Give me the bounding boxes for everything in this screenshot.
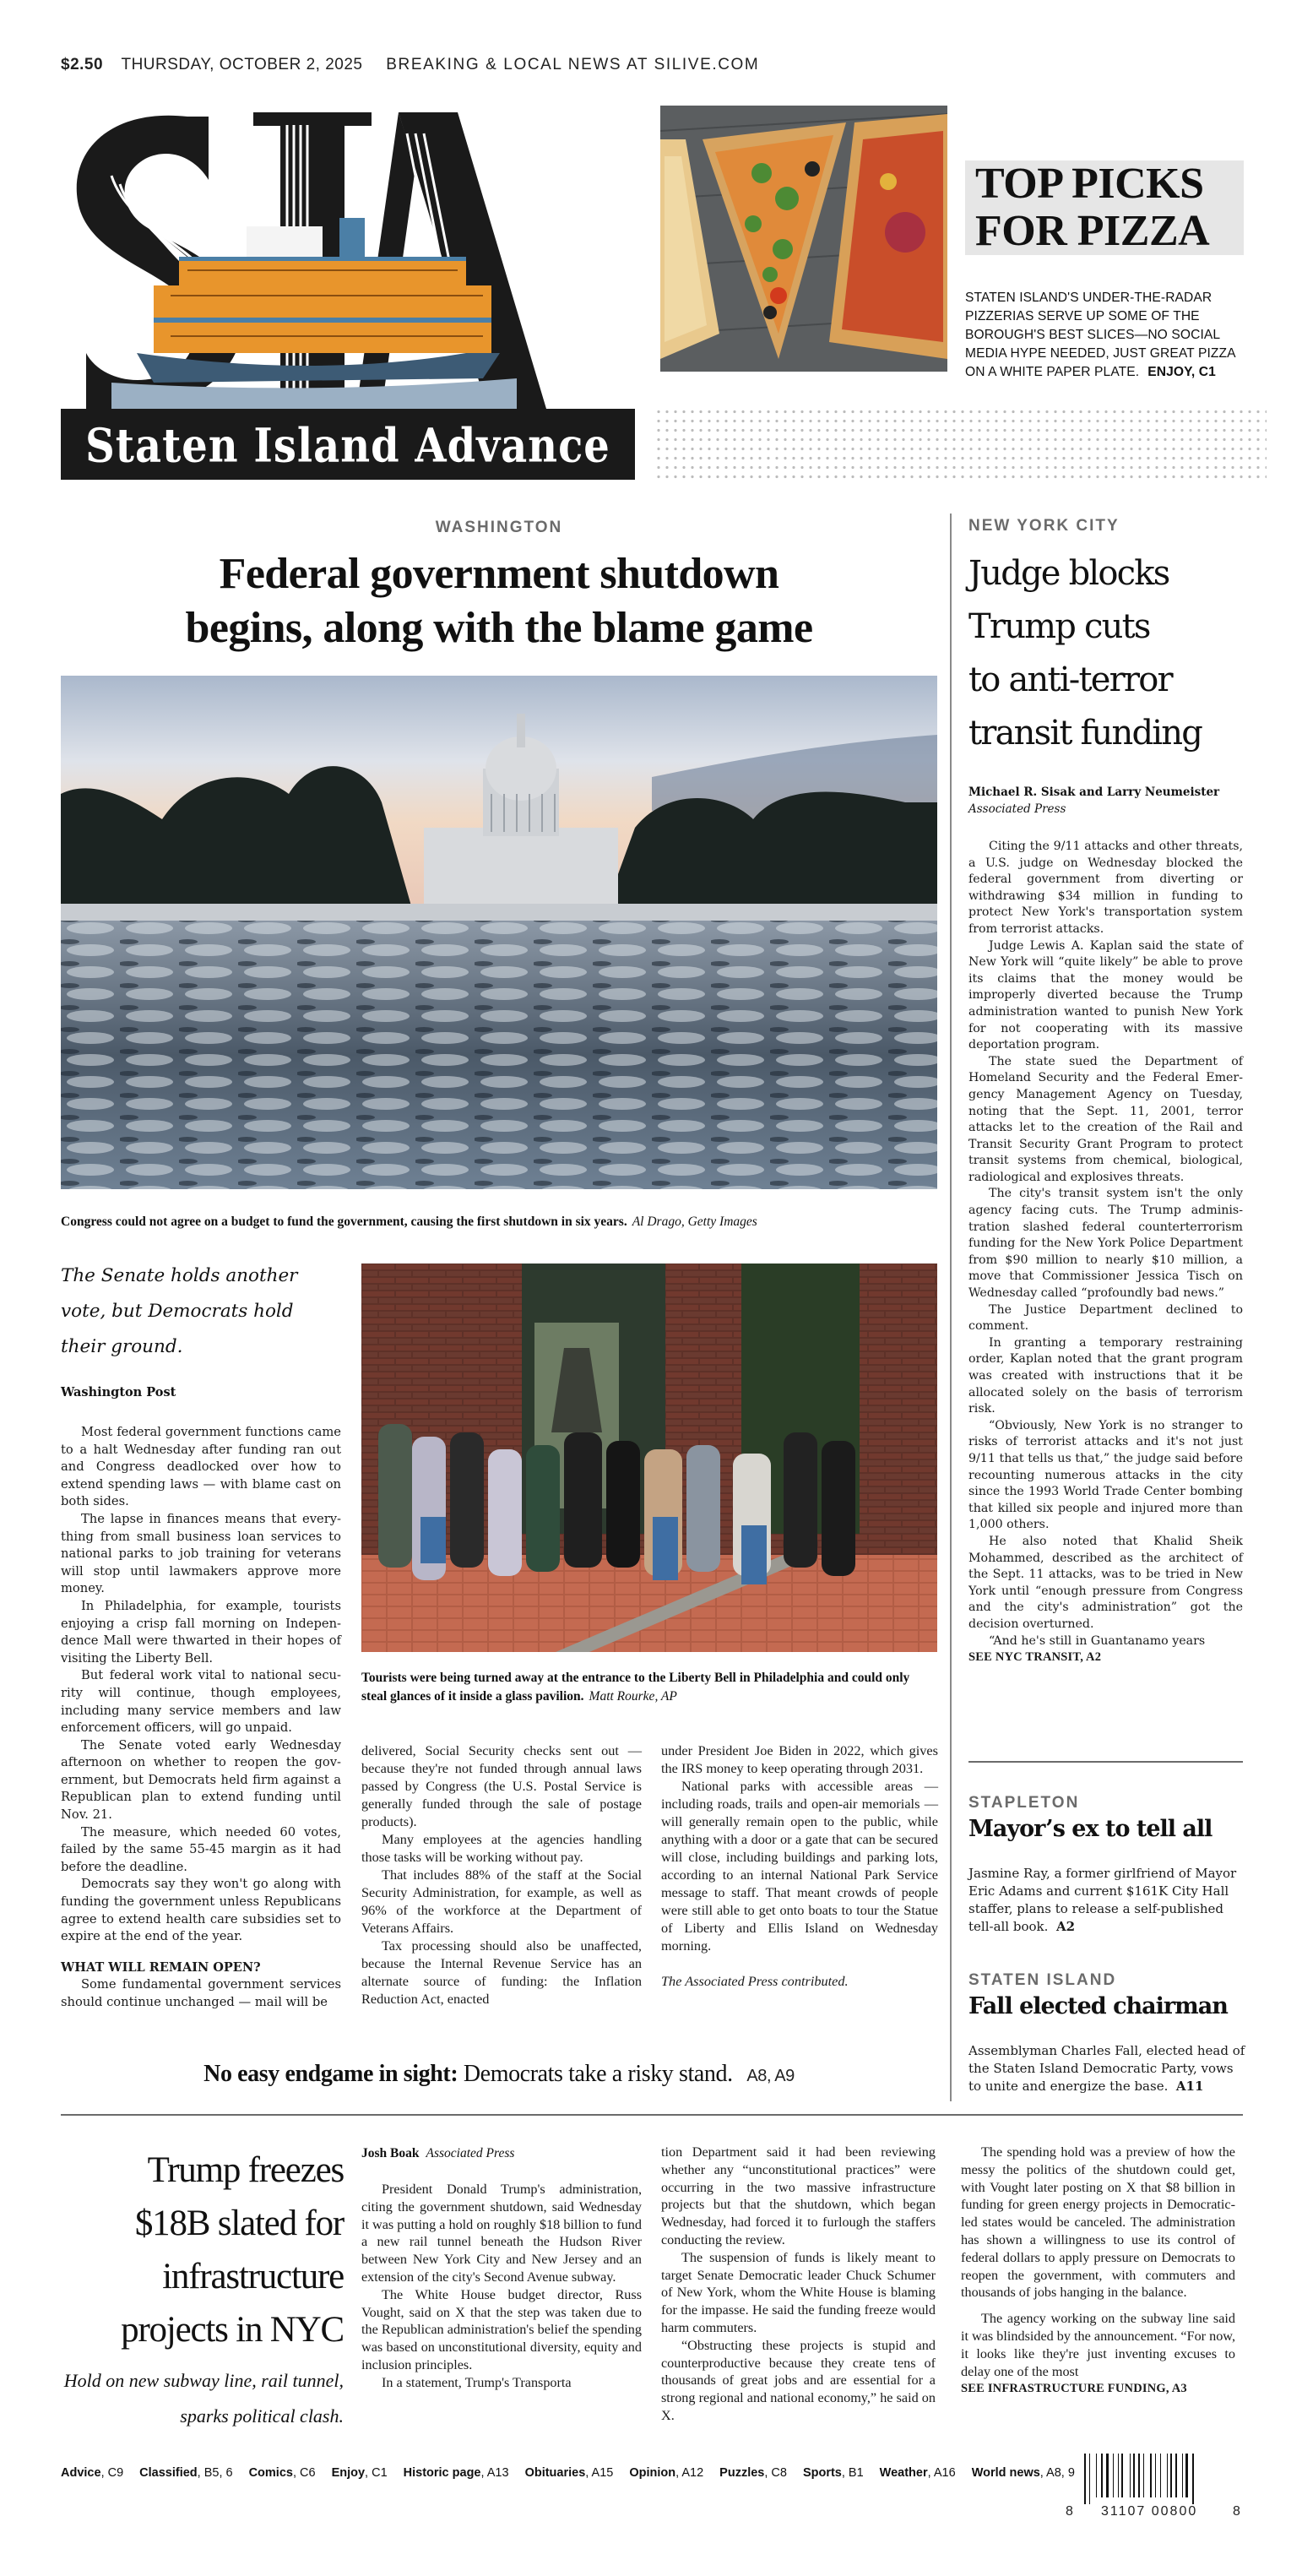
byline-agency: Associated Press — [426, 2146, 515, 2160]
barcode-bar — [1192, 2454, 1194, 2504]
index-label: Obituaries — [524, 2466, 586, 2480]
index-pages: , C8 — [764, 2466, 787, 2480]
barcode-left-digit: 8 — [1066, 2504, 1073, 2519]
index-item[interactable] — [332, 2466, 388, 2480]
jump-link[interactable]: SEE INFRASTRUCTURE FUNDING, A3 — [961, 2382, 1187, 2396]
teaser-bold: No easy endgame in sight: — [203, 2061, 458, 2087]
index-label: Advice — [61, 2466, 101, 2480]
promo-title-line2: FOR PIZZA — [975, 207, 1210, 255]
paragraph: “Obviously, New York is no stranger to risks of terrorist attacks and it's not just 9/11 that tells us that,” the judge said before recounting numerous attacks in the city since the 1993 World Trade Center bombing that killed six people and injured more than 1,000 others. — [968, 1418, 1243, 1532]
paragraph: But federal work vital to national security will continue, though employees, including many service members and law enforcement officers, will go unpaid. — [61, 1668, 341, 1736]
main-headline-line1: Federal government shutdown — [219, 550, 779, 598]
index-item[interactable] — [249, 2466, 316, 2480]
paragraph: He also noted that Khalid Sheik Mohammed, described as the architect of the Sept. 11 attacks, was to be tried in New York until “enough pressure from Congress and the city's administration” got the decision overturned. — [968, 1534, 1243, 1631]
paragraph: The city's transit system isn't the only agency facing cuts. The Trump administration slashed federal counterterrorism funding for the New York Police Department from $90 million to nearly $10 million, a move that Commissioner Jessica Tisch on Wednesday called “profoundly bad news.” — [968, 1187, 1243, 1301]
stapleton-headline[interactable]: Mayor’s ex to tell all — [968, 1816, 1212, 1842]
promo-title-box[interactable] — [965, 160, 1244, 255]
byline-agency: Associated Press — [968, 802, 1066, 816]
column-divider — [950, 514, 952, 2101]
index-pages: , C1 — [365, 2466, 388, 2480]
paragraph: Some fundamental government services should continue unchanged — mail will be — [61, 1977, 341, 2009]
headline-line: transit funding — [968, 714, 1202, 753]
paragraph: The White House budget director, Russ Vought, said on X that the step was taken due to the Republican administration's belief the spending was based on unconstitutional diversity, equity and inclusion principles. — [361, 2286, 642, 2372]
paragraph: Judge Lewis A. Kaplan said the state of New York will “quite likely” be able to prove its claims that the money would be improperly diverted because the Trump administration wanted to punish New York for not cooperating with its massive deportation program. — [968, 938, 1243, 1052]
paragraph: The suspension of funds is likely meant to target Senate Democratic leader Chuck Schumer of New York, whom the White House is blaming for the impasse. He said the funding freeze would harm commuters. — [661, 2249, 936, 2335]
bottom-story-deck: Hold on new subway line, rail tunnel, sparks political clash. — [63, 2370, 344, 2427]
promo-title-line1: TOP PICKS — [975, 160, 1204, 208]
index-pages: , A8, 9 — [1039, 2466, 1075, 2480]
paragraph: The measure, which needed 60 votes, failed by the same 55-45 margin as it had before the deadline. — [61, 1824, 341, 1874]
main-story-column-3 — [661, 1742, 938, 1990]
nyc-story-kicker: NEW YORK CITY — [968, 517, 1120, 535]
paragraph: In a statement, Trump's Transporta — [382, 2374, 572, 2390]
index-item[interactable] — [629, 2466, 703, 2480]
section-divider — [968, 1761, 1243, 1763]
subhead: WHAT WILL REMAIN OPEN? — [61, 1959, 261, 1975]
bottom-story-column-3 — [961, 2144, 1235, 2398]
barcode-bar — [1175, 2454, 1177, 2497]
nyc-story-body — [968, 839, 1243, 1666]
bottom-story-headline[interactable] — [61, 2144, 344, 2356]
headline-line: Trump freezes — [147, 2150, 344, 2190]
index-item[interactable] — [404, 2466, 509, 2480]
section-divider — [61, 2114, 1243, 2116]
teaser-text: Democrats take a risky stand. — [463, 2061, 733, 2087]
index-pages: , B5, 6 — [197, 2466, 233, 2480]
section-index — [61, 2466, 1075, 2480]
barcode — [1066, 2454, 1243, 2530]
staten-island-summary — [968, 2042, 1247, 2095]
main-story-deck: The Senate holds another vote, but Democrats hold their ground. — [61, 1265, 298, 1357]
index-label: Enjoy — [331, 2466, 366, 2480]
photo-credit: Matt Rourke, AP — [589, 1689, 677, 1704]
index-pages: , B1 — [841, 2466, 864, 2480]
caption-text: Congress could not agree on a budget to fund the government, causing the first shutdown in six years. — [61, 1215, 627, 1229]
main-story-column-2 — [361, 1742, 642, 2008]
paragraph: In Philadelphia, for example, tourists enjoying a crisp fall morning on Independence Mall were thwarted in their hopes of visiting the Liberty Bell. — [61, 1598, 341, 1666]
index-item[interactable] — [139, 2466, 232, 2480]
index-label: Sports — [802, 2466, 842, 2480]
promo-blurb — [965, 289, 1256, 382]
index-item[interactable] — [719, 2466, 787, 2480]
nyc-story-byline — [968, 784, 1247, 818]
paragraph: The Justice Department declined to comment. — [968, 1302, 1243, 1334]
paragraph: tion Department said it had been reviewing whether any “unconstitutional practices” were occurring in the two massive infrastructure projects but that the shutdown, which began Wednesday, had forced it to furlough the staffers conducting the review. — [661, 2144, 936, 2247]
paragraph: The spending hold was a preview of how the messy the politics of the shutdown could get, with Vought later posting on X that $8 billion in funding for green energy projects in Democratic-led states would be canceled. The administration has shown a willingness to use its control of federal dollars to apply pressure on Democrats to reopen the government, with commuters and thousands of jobs hanging in the balance. — [961, 2144, 1235, 2301]
contributor-credit: The Associated Press contributed. — [661, 1973, 849, 1989]
paragraph: The agency working on the subway line said it was blindsided by the announcement. “For now, it looks like they're just inventing excuses to delay one of the most — [961, 2311, 1235, 2379]
bottom-story-column-1 — [361, 2181, 642, 2392]
barcode-bar — [1121, 2454, 1123, 2497]
capitol-photo[interactable] — [61, 676, 937, 1189]
main-story-byline: Washington Post — [61, 1385, 176, 1399]
index-pages: , A15 — [585, 2466, 614, 2480]
headline-line: infrastructure — [162, 2257, 344, 2296]
staten-island-kicker: STATEN ISLAND — [968, 1971, 1117, 1989]
bottom-story-byline — [361, 2146, 514, 2161]
index-item[interactable] — [880, 2466, 956, 2480]
paragraph: National parks with accessible areas — including roads, trails and open-air memorials — will generally remain open to the public, while anything with a door or a gate that can be secured will close, including buildings and parking lots, according to an internal National Park Service message to staff. That meant crowds of people were still able to get onto boats to tour the Statue of Liberty and Ellis Island on Wednesday morning. — [661, 1778, 938, 1954]
index-item[interactable] — [972, 2466, 1075, 2480]
website-tagline[interactable]: BREAKING & LOCAL NEWS AT SILIVE.COM — [386, 56, 760, 73]
related-story-teaser[interactable] — [61, 2061, 937, 2088]
liberty-bell-photo[interactable] — [361, 1264, 937, 1652]
paragraph: “And he's still in Guantanamo years — [989, 1633, 1206, 1648]
paragraph: “Obstructing these projects is stupid and counterproductive because they create tens of thousands of great jobs and are essential for a strong regional and national economy,” he said on X. — [661, 2337, 936, 2423]
capitol-photo-caption — [61, 1213, 937, 1231]
main-story-kicker: WASHINGTON — [435, 519, 563, 536]
paragraph: President Donald Trump's administration, citing the government shutdown, said Wednesday it was putting a hold on roughly $18 billion to fund a new rail tunnel beneath the Hudson River between New York City and New Jersey and an extension of the city's Second Avenue subway. — [361, 2182, 642, 2285]
index-item[interactable] — [803, 2466, 864, 2480]
barcode-bar — [1167, 2454, 1168, 2497]
promo-blurb-text: STATEN ISLAND'S UNDER-THE-RADAR PIZZERIAS SERVE UP SOME OF THE BOROUGH'S BEST SLICES—NO SOCIAL MEDIA HYPE NEEDED, JUST GREAT PIZZA ON A WHITE PAPER PLATE. — [965, 291, 1235, 379]
paragraph: The lapse in finances means that everything from small business loan services to national parks to job training for veterans will stop until lawmakers approve more money. — [61, 1511, 341, 1596]
index-label: World news — [971, 2466, 1040, 2480]
headline-line: to anti-terror — [968, 660, 1172, 699]
index-pages: , C6 — [292, 2466, 316, 2480]
index-label: Opinion — [629, 2466, 676, 2480]
edition-date: THURSDAY, OCTOBER 2, 2025 — [121, 56, 363, 73]
paragraph: Many employees at the agencies handling those tasks will be working without pay. — [361, 1831, 642, 1865]
main-headline[interactable] — [61, 547, 937, 655]
paragraph: In granting a temporary restraining order, Kaplan noted that the grant program was created with instructions that it be allocated solely on the basis of terrorism risk. — [968, 1335, 1243, 1416]
index-item[interactable] — [61, 2466, 123, 2480]
masthead-logo[interactable] — [61, 100, 635, 480]
headline-line: Trump cuts — [968, 607, 1150, 646]
barcode-bar — [1106, 2454, 1109, 2497]
promo-ref[interactable]: ENJOY, C1 — [1147, 365, 1216, 379]
barcode-bar — [1143, 2454, 1144, 2497]
barcode-bar — [1133, 2454, 1135, 2497]
barcode-bar — [1084, 2454, 1086, 2504]
barcode-right-digit: 8 — [1233, 2504, 1240, 2519]
edition-line — [61, 56, 759, 74]
index-label: Historic page — [403, 2466, 481, 2480]
index-pages: , A13 — [480, 2466, 509, 2480]
barcode-bar — [1138, 2454, 1140, 2497]
bottom-story-column-2 — [661, 2144, 936, 2425]
barcode-bar — [1113, 2454, 1114, 2497]
headline-line: projects in NYC — [121, 2310, 344, 2350]
barcode-bar — [1182, 2454, 1183, 2497]
paragraph: That includes 88% of the staff at the Social Security Administration, for example, as well as 96% of the workforce at the Department of Veterans Affairs. — [361, 1867, 642, 1936]
paragraph: under President Joe Biden in 2022, which gives the IRS money to keep operating through 2031. — [661, 1742, 938, 1776]
main-headline-line2: begins, along with the blame game — [185, 604, 813, 652]
paragraph: Most federal government functions came to a halt Wednesday after funding ran out and Congress deadlocked over how to extend spending laws — with blame cast on both sides. — [61, 1425, 341, 1509]
summary-text: Jasmine Ray, a former girlfriend of Mayor Eric Adams and current $161K City Hall staffer, plans to release a self-published tell-all book. — [968, 1866, 1237, 1934]
barcode-number: 31107 00800 — [1101, 2504, 1198, 2519]
barcode-bar — [1096, 2454, 1097, 2497]
page-ref[interactable]: A2 — [1055, 1919, 1076, 1934]
paragraph: Citing the 9/11 attacks and other threats, a U.S. judge on Wednesday blocked the federal government from diverting or withdrawing $34 million in funding to protect New York's transportation system from terrorist attacks. — [968, 840, 1243, 936]
summary-text: Assemblyman Charles Fall, elected head of the Staten Island Democratic Party, vows to unite and energize the base. — [968, 2043, 1245, 2094]
stapleton-summary — [968, 1865, 1247, 1936]
paragraph: Democrats say they won't go along with funding the government unless Republicans agree to extend health care subsidies set to expire at the end of the year. — [61, 1877, 341, 1944]
index-pages: , A16 — [927, 2466, 956, 2480]
headline-line: $18B slated for — [134, 2204, 344, 2243]
index-label: Classified — [139, 2466, 198, 2480]
paragraph: The Senate voted early Wednesday afternoon on whether to reopen the government, but Democrats held firm against a Republican plan to extend funding until Nov. 21. — [61, 1737, 341, 1823]
paragraph: The state sued the Department of Homeland Security and the Federal Emergency Management Agency on Tuesday, noting that the Sept. 11, 2001, terror attacks let to the creation of the Rail and Transit Security Grant Program to protect transit systems from chemical, biological, radiological and explosives threats. — [968, 1054, 1243, 1184]
barcode-bar — [1101, 2454, 1103, 2497]
byline-authors: Michael R. Sisak and Larry Neumeister — [968, 785, 1220, 799]
barcode-bar — [1118, 2454, 1119, 2497]
barcode-bar — [1160, 2454, 1161, 2497]
index-label: Puzzles — [719, 2466, 765, 2480]
caption-text: Tourists were being turned away at the entrance to the Liberty Bell in Philadelphia and could only steal glances of it inside a glass pavilion. — [361, 1671, 910, 1704]
sia-logo-graphic — [61, 100, 635, 409]
headline-line: Judge blocks — [968, 554, 1169, 593]
pizza-photo[interactable] — [660, 106, 947, 372]
barcode-bar — [1089, 2454, 1090, 2504]
barcode-bar — [1130, 2454, 1131, 2497]
staten-island-headline[interactable]: Fall elected chairman — [968, 1993, 1228, 2019]
byline-author: Josh Boak — [361, 2146, 420, 2160]
index-label: Weather — [879, 2466, 928, 2480]
paragraph: Tax processing should also be unaffected, because the Internal Revenue Service has an alternate source of funding: the Inflation Reduction Act, enacted — [361, 1937, 642, 2007]
nyc-story-headline[interactable] — [968, 547, 1239, 760]
barcode-bars — [1082, 2454, 1226, 2504]
barcode-bar — [1155, 2454, 1156, 2497]
teaser-pages[interactable]: A8, A9 — [746, 2067, 795, 2085]
jump-link[interactable]: SEE NYC TRANSIT, A2 — [968, 1650, 1102, 1665]
photo-credit: Al Drago, Getty Images — [632, 1215, 757, 1229]
main-story-column-1 — [61, 1424, 341, 2012]
barcode-bar — [1170, 2454, 1172, 2497]
logo-name-band — [61, 409, 635, 480]
paragraph: delivered, Social Security checks sent out — because they're not funded through annual laws passed by Congress (the U.S. Postal Service is generally funded through the sale of postage products). — [361, 1742, 642, 1829]
index-pages: , C9 — [100, 2466, 124, 2480]
paper-name: Staten Island Advance — [85, 418, 610, 474]
liberty-bell-photo-caption — [361, 1669, 937, 1706]
stapleton-kicker: STAPLETON — [968, 1794, 1080, 1812]
index-item[interactable] — [525, 2466, 614, 2480]
index-pages: , A12 — [675, 2466, 704, 2480]
page-ref[interactable]: A11 — [1175, 2079, 1204, 2094]
barcode-bar — [1185, 2454, 1188, 2497]
barcode-bar — [1150, 2454, 1152, 2497]
price: $2.50 — [61, 56, 104, 73]
index-label: Comics — [248, 2466, 293, 2480]
dot-pattern-decoration — [654, 407, 1267, 481]
